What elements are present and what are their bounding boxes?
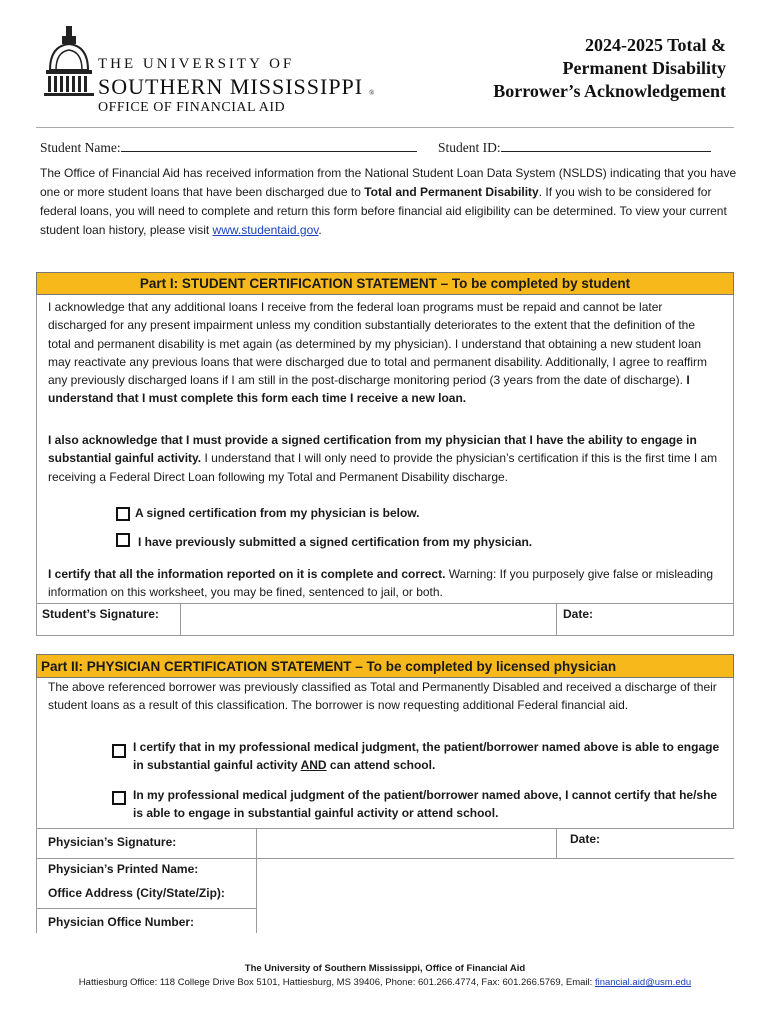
part1-option2-checkbox[interactable] — [116, 533, 130, 547]
logo-registered-mark: ® — [369, 89, 375, 97]
student-signature-label: Student’s Signature: — [42, 607, 159, 621]
header-divider — [36, 127, 734, 128]
student-name-input-line[interactable] — [121, 139, 417, 152]
university-logo — [44, 26, 384, 121]
student-name-field — [40, 139, 417, 156]
part2-border-right — [733, 678, 734, 828]
intro-text-a: The Office of Financial Aid has received information from the National Student Loan Data System (NSLDS) indicating that you have one or more student loans that have been discharged due to — [40, 166, 737, 199]
physician-printed-name-field[interactable] — [257, 859, 727, 881]
intro-paragraph — [40, 164, 740, 240]
part1-option1-checkbox[interactable] — [116, 507, 130, 521]
title-line-1: 2024-2025 Total & — [584, 35, 726, 55]
physician-office-number-label: Physician Office Number: — [48, 915, 195, 929]
intro-text-c: . — [318, 223, 322, 237]
student-id-input-line[interactable] — [501, 139, 711, 152]
student-id-field — [438, 139, 711, 156]
part1-para1-text: I acknowledge that any additional loans I receive from the federal loan programs must be repaid and cannot be later discharged for any present impairment unless my condition substantially deteriorates to the extent that the definition of the total and permanent disability is met again (as determined by my physician). I understand that obtaining a new student loan may reactivate any previous loans that were discharged due to total and permanent disability. Additionally, I agree to reaffirm any previously discharged loans if I am still in the post-discharge monitoring period (3 years from the date of discharge). — [48, 300, 708, 388]
part1-certify-bold: I certify that all the information reported on it is complete and correct. — [48, 567, 446, 581]
part2-border-left — [36, 678, 37, 933]
part1-signature-bottom-line — [36, 635, 734, 636]
part2-option1-text-b: can attend school. — [326, 758, 436, 772]
part1-option2-label: I have previously submitted a signed certification from my physician. — [138, 535, 533, 549]
part1-certification-paragraph — [48, 565, 720, 602]
physician-office-number-field[interactable] — [257, 909, 727, 933]
document-title — [493, 34, 726, 103]
student-date-label: Date: — [563, 607, 594, 621]
logo-line-southern-mississippi: SOUTHERN MISSISSIPPI — [98, 74, 364, 99]
student-date-divider — [556, 603, 557, 635]
part2-option2-label: In my professional medical judgment of the patient/borrower named above, I cannot certify that he/she is able to engage in substantial gainful activity or attend school. — [133, 788, 718, 820]
student-signature-field[interactable] — [181, 604, 555, 634]
intro-text-b: . If you wish to be considered for federal loans, you will need to complete and return this form before financial aid eligibility can be determined. To view your current student loan history, please visit — [40, 185, 727, 237]
logo-line-university-of: THE UNIVERSITY OF — [98, 56, 295, 72]
part1-para2-bold: I also acknowledge that I must provide a signed certification from my physician that I have the ability to engage in substantial gainful activity. — [48, 433, 697, 466]
office-address-field[interactable] — [257, 882, 727, 906]
intro-text-bold: Total and Permanent Disability — [364, 185, 539, 199]
part2-option1-label — [133, 738, 723, 774]
part2-option1-checkbox[interactable] — [112, 744, 126, 758]
part1-certify-text: Warning: If you purposely give false or misleading information on this worksheet, you may be fined, sentenced to jail, or both. — [48, 567, 714, 600]
part2-header: Part II: PHYSICIAN CERTIFICATION STATEMENT – To be completed by licensed physician — [36, 654, 734, 678]
part1-border-right — [733, 295, 734, 635]
part1-physician-paragraph — [48, 431, 720, 486]
student-id-label: Student ID: — [438, 140, 501, 155]
physician-signature-field[interactable] — [257, 829, 555, 857]
part1-acknowledgement-paragraph — [48, 298, 720, 408]
part1-option1-label: A signed certification from my physician is below. — [135, 506, 420, 520]
student-date-field[interactable] — [600, 604, 730, 634]
logo-line-office: OFFICE OF FINANCIAL AID — [98, 100, 286, 115]
office-address-label: Office Address (City/State/Zip): — [48, 886, 225, 900]
title-line-2: Permanent Disability — [562, 58, 726, 78]
title-line-3: Borrower’s Acknowledgement — [493, 81, 726, 101]
part2-paragraph: The above referenced borrower was previously classified as Total and Permanently Disabled and received a discharge of their student loans as a result of this classification. The borrower is now requesting additional Federal financial aid. — [48, 680, 717, 713]
physician-date-field[interactable] — [610, 829, 730, 857]
physician-printed-name-label: Physician’s Printed Name: — [48, 862, 199, 876]
footer-email-link[interactable]: financial.aid@usm.edu — [594, 977, 692, 988]
physician-date-label: Date: — [570, 832, 601, 846]
physician-row-line-2 — [36, 908, 256, 909]
part1-para1-bold: I understand that I must complete this form each time I receive a new loan. — [48, 373, 690, 406]
physician-signature-label: Physician’s Signature: — [48, 835, 177, 849]
footer-title: The University of Southern Mississippi, Office of Financial Aid — [244, 963, 526, 974]
physician-date-divider — [556, 828, 557, 858]
part2-option1-underlined: AND — [300, 758, 327, 772]
footer-contact — [0, 977, 770, 988]
dome-building-icon — [44, 26, 94, 106]
studentaid-link[interactable]: www.studentaid.gov — [212, 223, 319, 237]
footer-contact-text: Hattiesburg Office: 118 College Drive Box 5101, Hattiesburg, MS 39406, Phone: 601.266.4774, Fax: 601.266.5769, Email: — [78, 977, 595, 988]
student-name-label: Student Name: — [40, 140, 121, 155]
part1-border-left — [36, 295, 37, 635]
part1-header: Part I: STUDENT CERTIFICATION STATEMENT – To be completed by student — [36, 272, 734, 295]
part2-option1-text-a: I certify that in my professional medical judgment, the patient/borrower named above is able to engage in substantial gainful activity — [133, 740, 720, 772]
part1-para2-text: I understand that I will only need to provide the physician’s certification if this is the first time I am receiving a Federal Direct Loan following my Total and Permanent Disability discharge. — [48, 451, 718, 484]
part2-option2-checkbox[interactable] — [112, 791, 126, 805]
